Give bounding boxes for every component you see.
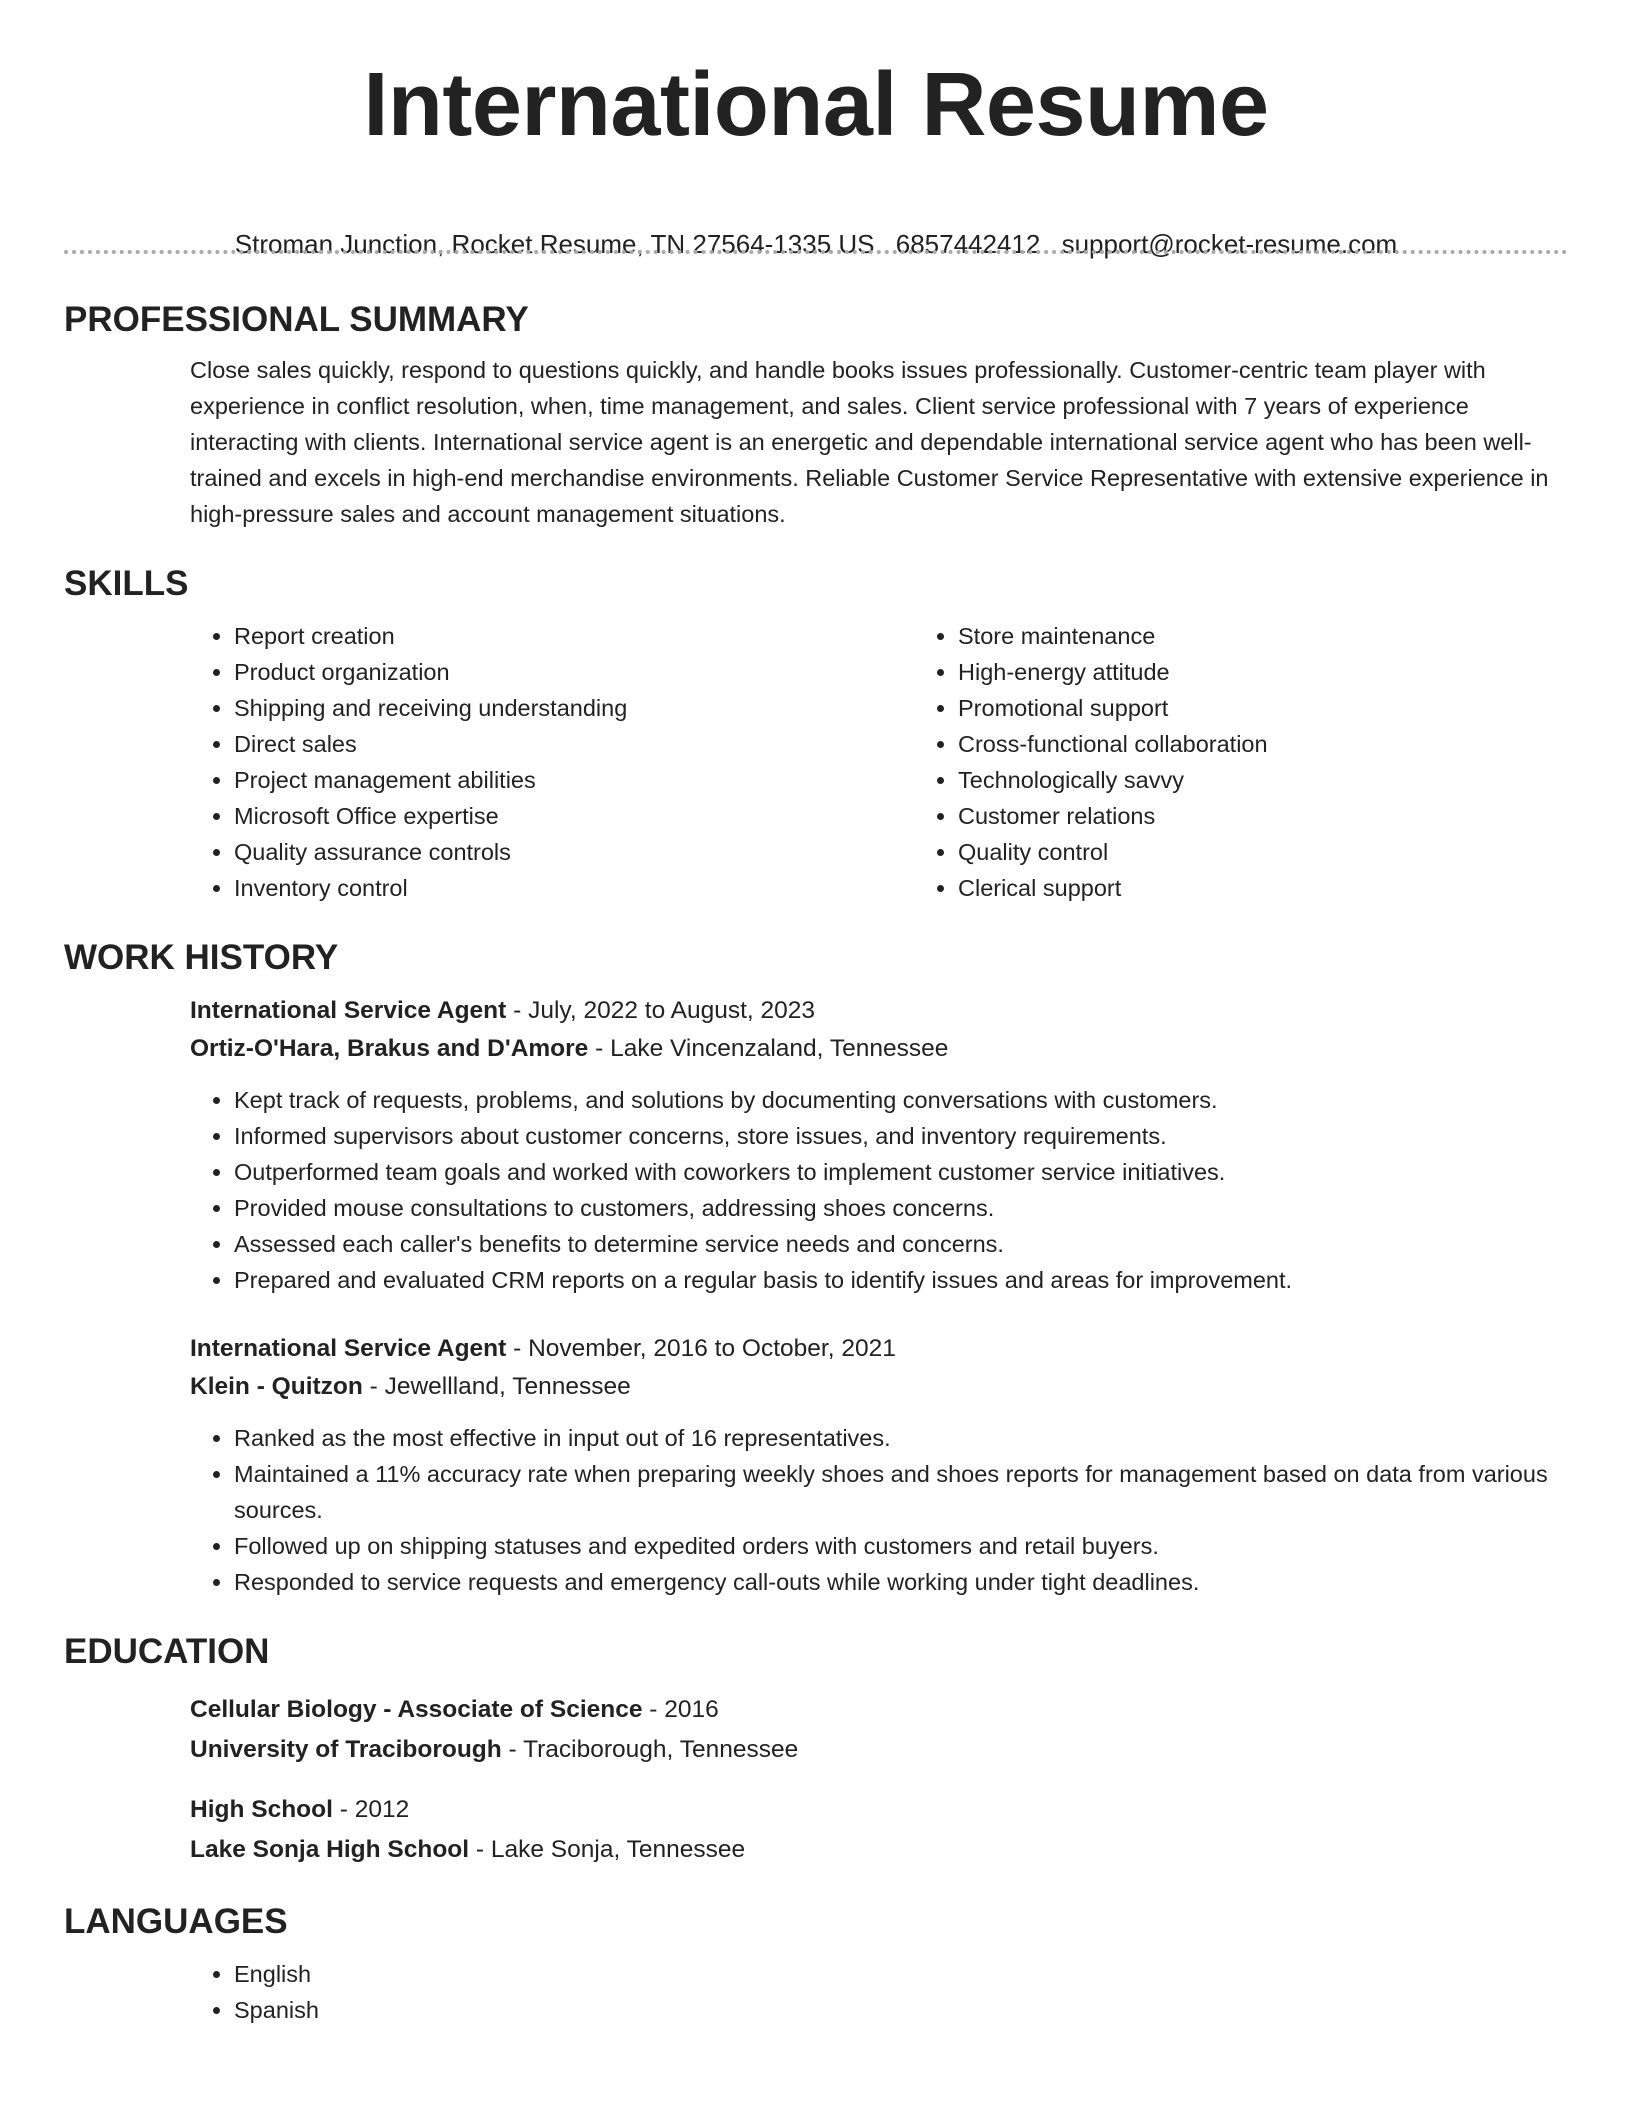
work-section	[64, 936, 1568, 1600]
skills-heading: SKILLS	[64, 564, 189, 603]
skill-item: • Microsoft Office expertise	[234, 798, 914, 834]
skill-item: • Quality control	[958, 834, 1632, 870]
education-year: - 2016	[642, 1696, 719, 1723]
languages-section	[64, 1900, 1568, 2028]
job-dates: - November, 2016 to October, 2021	[506, 1335, 896, 1362]
job-bullet: • Responded to service requests and emergency call-outs while working under tight deadlines.	[234, 1564, 1568, 1600]
job-bullet: • Informed supervisors about customer concerns, store issues, and inventory requirements.	[234, 1118, 1568, 1154]
job-company: Klein - Quitzon	[190, 1373, 363, 1400]
job-company-line	[190, 1368, 1568, 1406]
skill-item: • Promotional support	[958, 690, 1632, 726]
languages-heading: LANGUAGES	[64, 1902, 288, 1941]
skill-item: • Report creation	[234, 618, 914, 654]
job-role: International Service Agent	[190, 1335, 507, 1362]
job-title-line	[190, 1330, 1568, 1368]
job-role: International Service Agent	[190, 997, 507, 1024]
education-degree: Cellular Biology - Associate of Science	[190, 1696, 643, 1723]
job-company-line	[190, 1030, 1568, 1068]
skills-section	[64, 562, 1568, 906]
job-entry	[190, 992, 1568, 1298]
skill-item: • High-energy attitude	[958, 654, 1632, 690]
skill-item: • Quality assurance controls	[234, 834, 914, 870]
skills-list-right	[914, 618, 1632, 906]
job-bullet: • Kept track of requests, problems, and solutions by documenting conversations with customers.	[234, 1082, 1568, 1118]
job-entry	[190, 1330, 1568, 1600]
language-item: • Spanish	[234, 1992, 1568, 2028]
job-bullet: • Ranked as the most effective in input out of 16 representatives.	[234, 1420, 1568, 1456]
job-location: - Lake Vincenzaland, Tennessee	[588, 1035, 949, 1062]
job-bullet: • Prepared and evaluated CRM reports on a regular basis to identify issues and areas for improvement.	[234, 1262, 1568, 1298]
skill-item: • Shipping and receiving understanding	[234, 690, 914, 726]
education-school: Lake Sonja High School	[190, 1836, 470, 1863]
skills-list-left	[190, 618, 914, 906]
job-bullets	[190, 1420, 1568, 1600]
resume-header	[0, 0, 1632, 260]
skill-item: • Customer relations	[958, 798, 1632, 834]
education-entry	[190, 1690, 1568, 1770]
education-entry	[190, 1790, 1568, 1870]
contact-phone: 6857442412	[895, 229, 1041, 259]
contact-address: Stroman Junction, Rocket Resume, TN 27564-1335 US	[234, 229, 875, 259]
job-bullets	[190, 1082, 1568, 1298]
skill-item: • Technologically savvy	[958, 762, 1632, 798]
education-section	[64, 1630, 1568, 1870]
summary-heading: PROFESSIONAL SUMMARY	[64, 300, 529, 339]
skill-item: • Inventory control	[234, 870, 914, 906]
skill-item: • Store maintenance	[958, 618, 1632, 654]
education-degree-line	[190, 1690, 1568, 1730]
header-divider	[64, 250, 1568, 254]
skill-item: • Cross-functional collaboration	[958, 726, 1632, 762]
job-title-line	[190, 992, 1568, 1030]
education-school-line	[190, 1730, 1568, 1770]
job-bullet: • Maintained a 11% accuracy rate when preparing weekly shoes and shoes reports for management based on data from various sources.	[234, 1456, 1568, 1528]
summary-text: Close sales quickly, respond to questions quickly, and handle books issues professionally. Customer-centric team player with experience in conflict resolution, when, time management, and sales. Client service professional with 7 years of experience interacting with clients. International service agent is an energetic and dependable international service agent who has been well-trained and excels in high-end merchandise environments. Reliable Customer Service Representative with extensive experience in high-pressure sales and account management situations.	[190, 357, 1549, 527]
job-bullet: • Followed up on shipping statuses and expedited orders with customers and retail buyers.	[234, 1528, 1568, 1564]
languages-list	[190, 1956, 1568, 2028]
summary-section	[64, 298, 1568, 532]
skill-item: • Direct sales	[234, 726, 914, 762]
education-degree: High School	[190, 1796, 333, 1823]
education-school-line	[190, 1830, 1568, 1870]
skill-item: • Project management abilities	[234, 762, 914, 798]
education-year: - 2012	[332, 1796, 410, 1823]
skills-grid	[190, 618, 1568, 906]
job-bullet: • Provided mouse consultations to customers, addressing shoes concerns.	[234, 1190, 1568, 1226]
job-company: Ortiz-O'Hara, Brakus and D'Amore	[190, 1035, 589, 1062]
job-bullet: • Assessed each caller's benefits to determine service needs and concerns.	[234, 1226, 1568, 1262]
work-heading: WORK HISTORY	[64, 938, 339, 977]
education-heading: EDUCATION	[64, 1632, 270, 1671]
resume-title: International Resume	[363, 55, 1269, 155]
skill-item: • Product organization	[234, 654, 914, 690]
resume-content	[64, 298, 1568, 2058]
contact-line	[0, 228, 1632, 260]
contact-email[interactable]: support@rocket-resume.com	[1061, 229, 1398, 259]
job-dates: - July, 2022 to August, 2023	[506, 997, 816, 1024]
education-location: - Lake Sonja, Tennessee	[469, 1836, 746, 1863]
education-school: University of Traciborough	[190, 1736, 502, 1763]
language-item: • English	[234, 1956, 1568, 1992]
job-bullet: • Outperformed team goals and worked with coworkers to implement customer service initiatives.	[234, 1154, 1568, 1190]
job-location: - Jewellland, Tennessee	[362, 1373, 631, 1400]
education-degree-line	[190, 1790, 1568, 1830]
education-location: - Traciborough, Tennessee	[501, 1736, 799, 1763]
skill-item: • Clerical support	[958, 870, 1632, 906]
